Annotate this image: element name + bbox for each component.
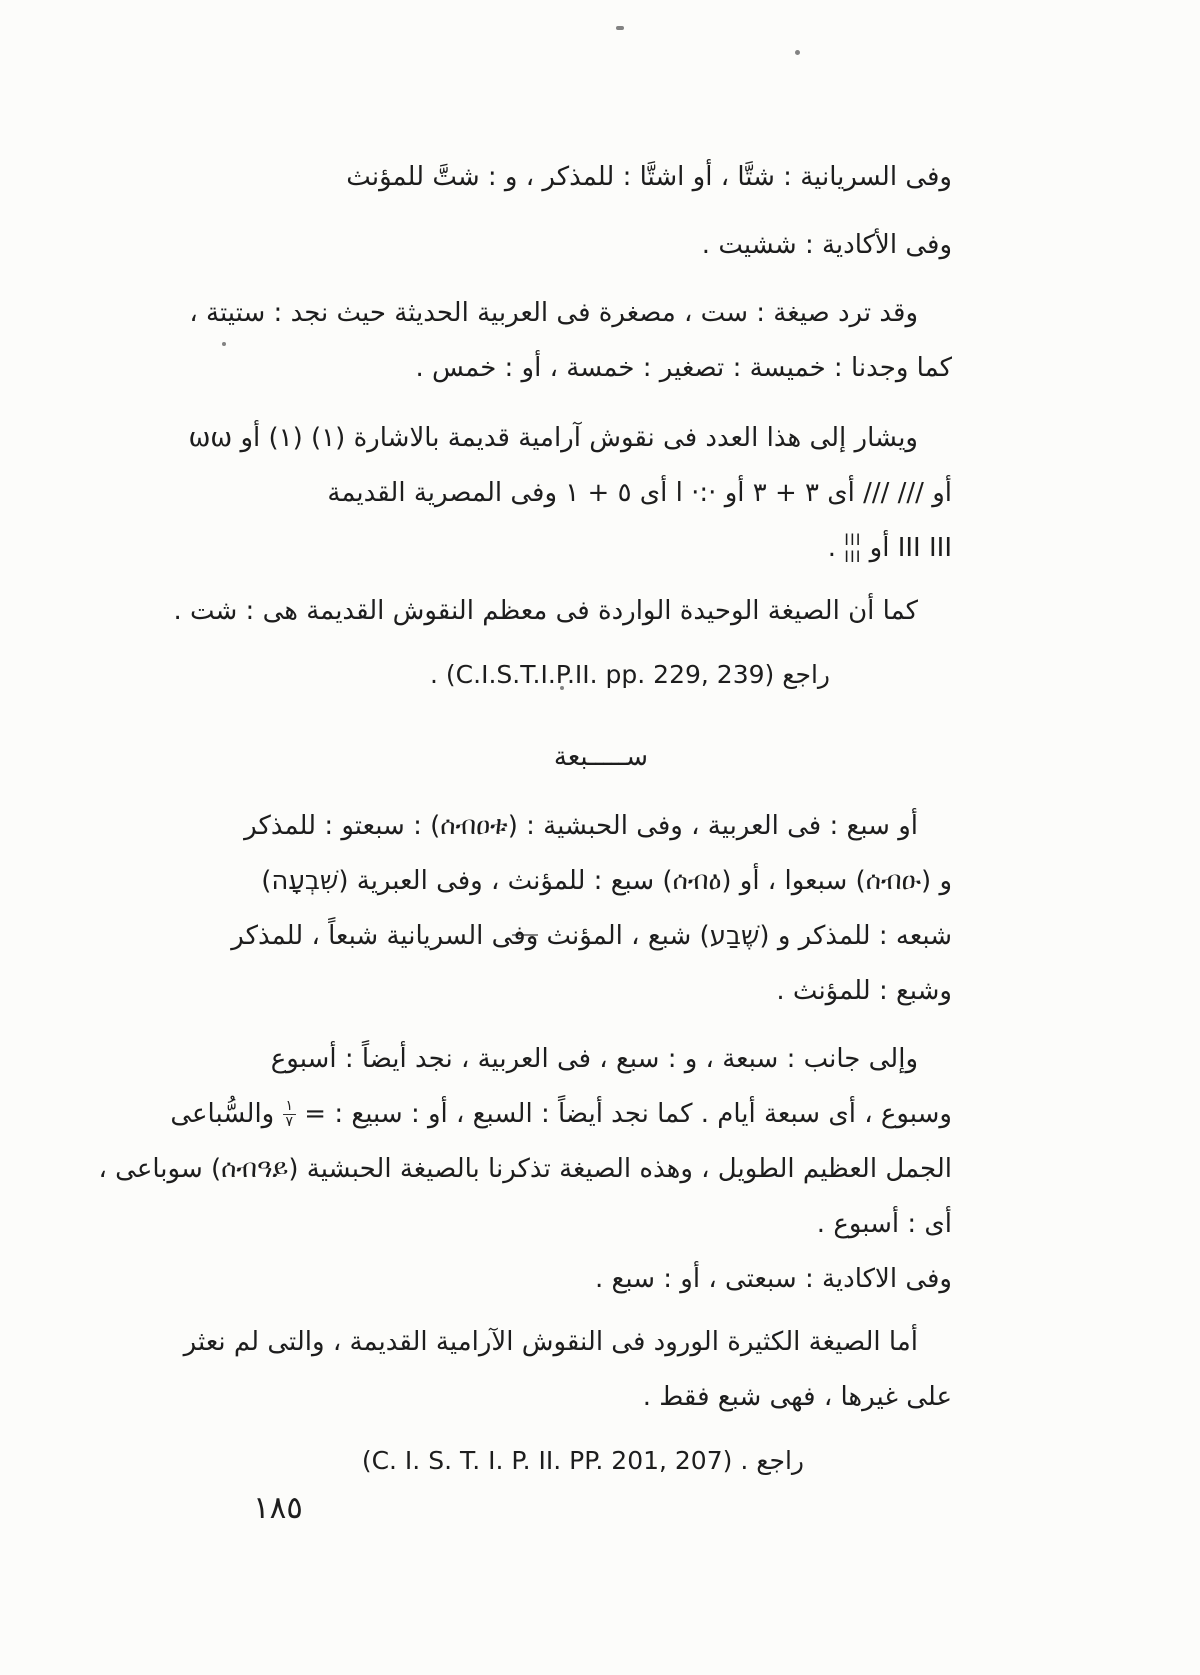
- conjunction-or: أو: [869, 533, 890, 563]
- text-line: وإلى جانب : سبعة ، و : سبع ، فى العربية ، نجد أيضاً : أسبوع: [270, 1044, 918, 1074]
- text-line: الجمل العظيم الطويل ، وهذه الصيغة تذكرنا بالصيغة الحبشية (ሰብዓይ) سوباعى ،: [98, 1154, 952, 1184]
- fraction-one-seventh: [283, 1099, 297, 1131]
- text-line: وفى الاكادية : سبعتى ، أو : سبع .: [595, 1264, 952, 1294]
- text-line: وقد ترد صيغة : ست ، مصغرة فى العربية الحديثة حيث نجد : ستيتة ،: [189, 298, 918, 328]
- scan-speck: [616, 26, 624, 30]
- text-segment: والسُّباعى: [170, 1099, 275, 1129]
- text-line: وشبع : للمؤنث .: [776, 976, 952, 1006]
- paragraph-syriac-six: [250, 150, 952, 205]
- text-line: كما وجدنا : خميسة : تصغير : خمسة ، أو : خمس .: [415, 353, 952, 383]
- text-line: و (ሰብዑ) سبعوا ، أو (ሰብዕ) سبع : للمؤنث ، وفى العبرية (שִׁבְעָה): [261, 866, 952, 896]
- citation-line: راجع . (C. I. S. T. I. P. II. PP. 201, 207): [361, 1446, 804, 1475]
- period-mark: .: [827, 533, 836, 563]
- text-line: أو /// /// أى ٣ + ٣ أو ·:· ا أى ٥ + ١ وفى المصرية القديمة: [327, 478, 952, 508]
- paragraph-single-form: [173, 584, 952, 639]
- text-line: أو سبع : فى العربية ، وفى الحبشية : (ሰብዐቱ) : سبعتو : للمذكر: [244, 811, 918, 841]
- paragraph-seven-across-languages: [231, 799, 952, 1019]
- stack-bottom: III: [844, 546, 862, 566]
- reference-citation-2: [250, 1433, 952, 1488]
- text-line: أى : أسبوع .: [816, 1209, 952, 1239]
- egyptian-numerals-line: [250, 521, 952, 576]
- fraction-denominator: ٧: [285, 1114, 294, 1130]
- text-line: وفى الأكادية : ششيت .: [701, 230, 952, 260]
- text-segment: وسبوع ، أى سبعة أيام . كما نجد أيضاً : السبع ، أو : سبيع : =: [304, 1099, 952, 1129]
- text-block: [98, 150, 952, 1488]
- paragraph-diminutive-forms: [189, 286, 952, 396]
- text-line: شبعه : للمذكر و (שֶׁבַע) شبع ، المؤنث وفى السريانية شبعاً ، للمذكر: [231, 921, 952, 951]
- paragraph-akkadian-six: [250, 218, 952, 273]
- text-line: وفى السريانية : شتَّا ، أو اشتَّا : للمذكر ، و : شتَّ للمؤنث: [346, 162, 952, 192]
- reference-citation-1: [250, 647, 952, 702]
- paragraph-akkadian-seven: [250, 1252, 952, 1307]
- fraction-line: [170, 1087, 952, 1142]
- text-line: على غيرها ، فهى شبع فقط .: [642, 1382, 952, 1412]
- paragraph-week-derivatives: [98, 1032, 952, 1252]
- section-heading-seven: [250, 730, 952, 785]
- paragraph-aramaic-seven: [183, 1315, 952, 1425]
- heading-text: ســـــبعة: [553, 742, 649, 772]
- scan-speck: [795, 50, 800, 55]
- scan-speck: [222, 342, 226, 346]
- text-line: كما أن الصيغة الوحيدة الواردة فى معظم النقوش القديمة هى : شت .: [173, 596, 918, 626]
- citation-line: راجع (C.I.S.T.I.P.II. pp. 229, 239) .: [430, 660, 830, 689]
- page-number: ١٨٥: [253, 1490, 303, 1526]
- egyptian-strokes: III III: [897, 533, 952, 563]
- stack-top: III: [844, 529, 862, 549]
- text-line: أما الصيغة الكثيرة الورود فى النقوش الآرامية القديمة ، والتى لم نعثر: [183, 1327, 918, 1357]
- fraction-numerator: ١: [283, 1099, 297, 1115]
- egyptian-strokes-stacked: [844, 529, 862, 566]
- text-line: ويشار إلى هذا العدد فى نقوش آرامية قديمة بالاشارة (١) (١) أو ωω: [188, 423, 918, 453]
- paragraph-aramaic-inscriptions: [188, 411, 952, 576]
